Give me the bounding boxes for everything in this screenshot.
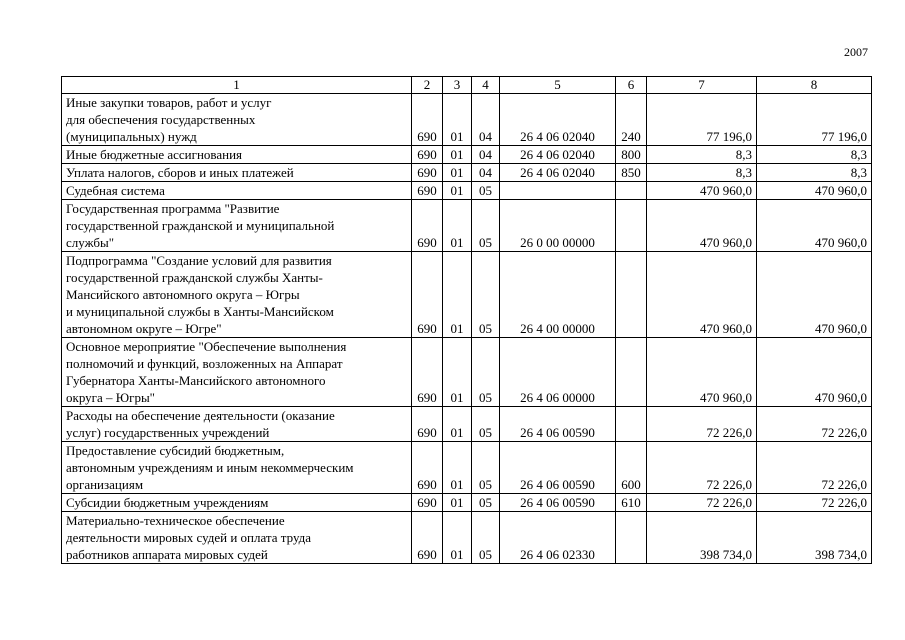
section-cell: 01 [443, 338, 472, 407]
row-name-cell [62, 442, 412, 494]
row-name-line: Иные закупки товаров, работ и услуг [66, 95, 272, 110]
target-article-cell: 26 0 00 00000 [500, 200, 616, 252]
amount-total-cell: 8,3 [757, 164, 872, 182]
row-name-line: Материально-техническое обеспечение [66, 513, 285, 528]
target-article-cell: 26 4 06 00590 [500, 494, 616, 512]
row-name-cell [62, 94, 412, 146]
subsection-cell: 04 [472, 146, 500, 164]
subsection-cell: 05 [472, 252, 500, 338]
row-name-line: (муниципальных) нужд [66, 129, 197, 144]
row-name-line: организациям [66, 477, 144, 492]
subsection-cell: 05 [472, 512, 500, 564]
row-name-line: округа – Югры" [66, 390, 155, 405]
row-name-line: автономным учреждениям и иным некоммерческим [66, 460, 354, 475]
table-row [62, 94, 872, 146]
row-name-cell [62, 252, 412, 338]
table-row [62, 252, 872, 338]
row-name-line: государственной гражданской службы Ханты- [66, 270, 323, 285]
section-cell: 01 [443, 182, 472, 200]
target-article-cell: 26 4 00 00000 [500, 252, 616, 338]
amount-cell: 8,3 [647, 146, 757, 164]
column-header-1: 1 [62, 77, 412, 94]
amount-total-cell: 470 960,0 [757, 182, 872, 200]
table-header-row [62, 77, 872, 94]
admin-code-cell: 690 [412, 512, 443, 564]
target-article-cell: 26 4 06 02040 [500, 164, 616, 182]
page-number: 2007 [844, 45, 868, 59]
row-name-line: Судебная система [66, 183, 165, 198]
amount-cell: 470 960,0 [647, 182, 757, 200]
amount-total-cell: 72 226,0 [757, 494, 872, 512]
row-name-line: Подпрограмма "Создание условий для развития [66, 253, 332, 268]
target-article-cell: 26 4 06 02040 [500, 146, 616, 164]
row-name-cell [62, 182, 412, 200]
table-row [62, 407, 872, 442]
admin-code-cell: 690 [412, 252, 443, 338]
column-header-4: 4 [472, 77, 500, 94]
amount-cell: 470 960,0 [647, 338, 757, 407]
expense-type-cell [616, 338, 647, 407]
budget-table [61, 76, 872, 564]
amount-total-cell: 8,3 [757, 146, 872, 164]
amount-cell: 8,3 [647, 164, 757, 182]
row-name-cell [62, 164, 412, 182]
expense-type-cell [616, 200, 647, 252]
admin-code-cell: 690 [412, 94, 443, 146]
row-name-line: автономном округе – Югре" [66, 321, 222, 336]
target-article-cell: 26 4 06 02040 [500, 94, 616, 146]
admin-code-cell: 690 [412, 494, 443, 512]
column-header-5: 5 [500, 77, 616, 94]
expense-type-cell [616, 407, 647, 442]
target-article-cell: 26 4 06 00590 [500, 407, 616, 442]
row-name-line: Предоставление субсидий бюджетным, [66, 443, 285, 458]
row-name-line: Субсидии бюджетным учреждениям [66, 495, 269, 510]
table-row [62, 164, 872, 182]
amount-total-cell: 470 960,0 [757, 338, 872, 407]
row-name-line: полномочий и функций, возложенных на Аппарат [66, 356, 343, 371]
row-name-cell [62, 512, 412, 564]
expense-type-cell: 610 [616, 494, 647, 512]
admin-code-cell: 690 [412, 200, 443, 252]
row-name-line: деятельности мировых судей и оплата труда [66, 530, 312, 545]
row-name-line: для обеспечения государственных [66, 112, 256, 127]
column-header-7: 7 [647, 77, 757, 94]
table-row [62, 512, 872, 564]
amount-total-cell: 470 960,0 [757, 200, 872, 252]
expense-type-cell: 240 [616, 94, 647, 146]
table-row [62, 494, 872, 512]
amount-cell: 72 226,0 [647, 407, 757, 442]
admin-code-cell: 690 [412, 407, 443, 442]
amount-total-cell: 470 960,0 [757, 252, 872, 338]
expense-type-cell: 850 [616, 164, 647, 182]
row-name-line: Иные бюджетные ассигнования [66, 147, 243, 162]
column-header-3: 3 [443, 77, 472, 94]
table-row [62, 146, 872, 164]
row-name-cell [62, 338, 412, 407]
expense-type-cell: 600 [616, 442, 647, 494]
admin-code-cell: 690 [412, 164, 443, 182]
amount-cell: 77 196,0 [647, 94, 757, 146]
row-name-line: Уплата налогов, сборов и иных платежей [66, 165, 294, 180]
subsection-cell: 05 [472, 407, 500, 442]
target-article-cell: 26 4 06 00590 [500, 442, 616, 494]
section-cell: 01 [443, 442, 472, 494]
row-name-cell [62, 407, 412, 442]
section-cell: 01 [443, 200, 472, 252]
section-cell: 01 [443, 252, 472, 338]
amount-total-cell: 72 226,0 [757, 407, 872, 442]
admin-code-cell: 690 [412, 182, 443, 200]
section-cell: 01 [443, 512, 472, 564]
table-row [62, 442, 872, 494]
subsection-cell: 04 [472, 164, 500, 182]
row-name-line: Расходы на обеспечение деятельности (оказание [66, 408, 335, 423]
expense-type-cell [616, 512, 647, 564]
row-name-cell [62, 494, 412, 512]
admin-code-cell: 690 [412, 338, 443, 407]
amount-total-cell: 398 734,0 [757, 512, 872, 564]
amount-cell: 72 226,0 [647, 442, 757, 494]
expense-type-cell [616, 252, 647, 338]
row-name-cell [62, 146, 412, 164]
admin-code-cell: 690 [412, 146, 443, 164]
table-row [62, 338, 872, 407]
section-cell: 01 [443, 407, 472, 442]
row-name-line: работников аппарата мировых судей [66, 547, 268, 562]
row-name-line: Мансийского автономного округа – Югры [66, 287, 300, 302]
column-header-8: 8 [757, 77, 872, 94]
subsection-cell: 05 [472, 182, 500, 200]
column-header-2: 2 [412, 77, 443, 94]
row-name-line: службы" [66, 235, 115, 250]
section-cell: 01 [443, 146, 472, 164]
amount-total-cell: 77 196,0 [757, 94, 872, 146]
subsection-cell: 05 [472, 338, 500, 407]
subsection-cell: 04 [472, 94, 500, 146]
admin-code-cell: 690 [412, 442, 443, 494]
row-name-line: Губернатора Ханты-Мансийского автономного [66, 373, 326, 388]
row-name-line: услуг) государственных учреждений [66, 425, 270, 440]
table-body [62, 94, 872, 564]
amount-cell: 72 226,0 [647, 494, 757, 512]
subsection-cell: 05 [472, 442, 500, 494]
section-cell: 01 [443, 94, 472, 146]
expense-type-cell [616, 182, 647, 200]
table-row [62, 200, 872, 252]
table-row [62, 182, 872, 200]
amount-cell: 470 960,0 [647, 252, 757, 338]
amount-total-cell: 72 226,0 [757, 442, 872, 494]
section-cell: 01 [443, 164, 472, 182]
target-article-cell [500, 182, 616, 200]
row-name-cell [62, 200, 412, 252]
row-name-line: Основное мероприятие "Обеспечение выполнения [66, 339, 347, 354]
section-cell: 01 [443, 494, 472, 512]
row-name-line: и муниципальной службы в Ханты-Мансийском [66, 304, 334, 319]
row-name-line: Государственная программа "Развитие [66, 201, 280, 216]
amount-cell: 470 960,0 [647, 200, 757, 252]
row-name-line: государственной гражданской и муниципальной [66, 218, 335, 233]
expense-type-cell: 800 [616, 146, 647, 164]
amount-cell: 398 734,0 [647, 512, 757, 564]
subsection-cell: 05 [472, 494, 500, 512]
target-article-cell: 26 4 06 00000 [500, 338, 616, 407]
subsection-cell: 05 [472, 200, 500, 252]
column-header-6: 6 [616, 77, 647, 94]
target-article-cell: 26 4 06 02330 [500, 512, 616, 564]
